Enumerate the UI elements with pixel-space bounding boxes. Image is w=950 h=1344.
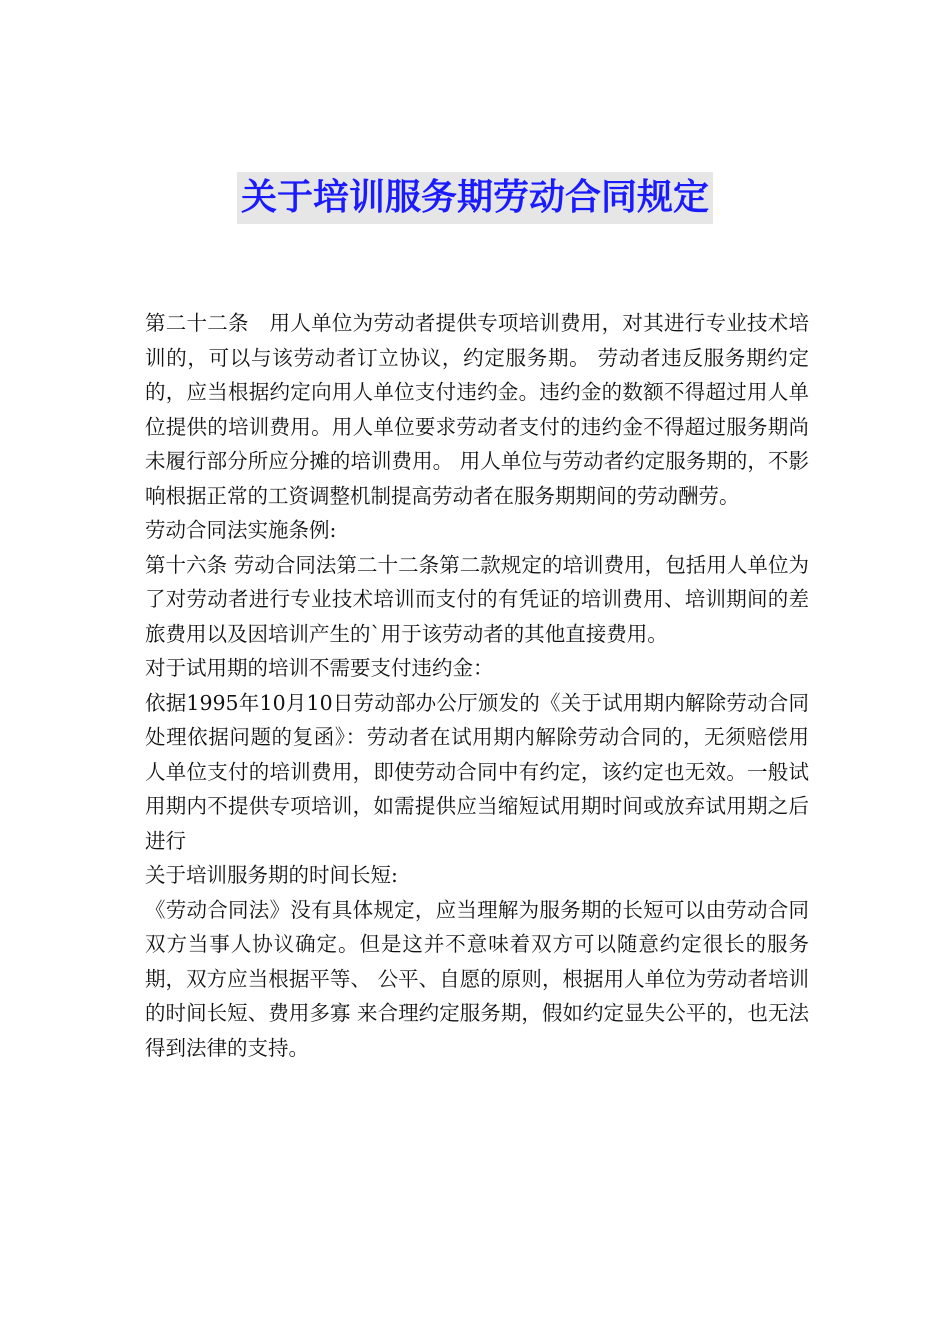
paragraph-article-22: 第二十二条 用人单位为劳动者提供专项培训费用，对其进行专业技术培训的，可以与该劳动者订立协议，约定服务期。 劳动者违反服务期约定的，应当根据约定向用人单位支付违约金。违约金的数额不得超过用人单位提供的培训费用。用人单位要求劳动者支付的违约金不得超过服务期尚未履行部分所应分摊的培训费用。 用人单位与劳动者约定服务期的，不影响根据正常的工资调整机制提高劳动者在服务期期间的劳动酬劳。 <box>145 311 809 508</box>
document-body <box>145 306 809 1065</box>
paragraph-heading-probation: 对于试用期的培训不需要支付违约金： <box>145 656 494 680</box>
document-title: 关于培训服务期劳动合同规定 <box>237 172 713 224</box>
paragraph-heading-service-period: 关于培训服务期的时间长短: <box>145 863 398 887</box>
title-container <box>0 172 950 224</box>
paragraph-probation-reply: 依据1995年10月10日劳动部办公厅颁发的《关于试用期内解除劳动合同处理依据问题的复函》：劳动者在试用期内解除劳动合同的，无须赔偿用人单位支付的培训费用，即使劳动合同中有约定，该约定也无效。一般试用期内不提供专项培训，如需提供应当缩短试用期时间或放弃试用期之后进行 <box>145 690 809 853</box>
paragraph-article-16: 第十六条 劳动合同法第二十二条第二款规定的培训费用，包括用人单位为了对劳动者进行专业技术培训而支付的有凭证的培训费用、培训期间的差旅费用以及因培训产生的`用于该劳动者的其他直接费用。 <box>145 552 809 646</box>
paragraph-service-period-length: 《劳动合同法》没有具体规定，应当理解为服务期的长短可以由劳动合同双方当事人协议确定。但是这并不意味着双方可以随意约定很长的服务期，双方应当根据平等、 公平、自愿的原则，根据用人单位为劳动者培训的时间长短、费用多寡 来合理约定服务期，假如约定显失公平的，也无法得到法律的支持。 <box>145 897 809 1060</box>
paragraph-heading-regulations: 劳动合同法实施条例: <box>145 518 337 542</box>
